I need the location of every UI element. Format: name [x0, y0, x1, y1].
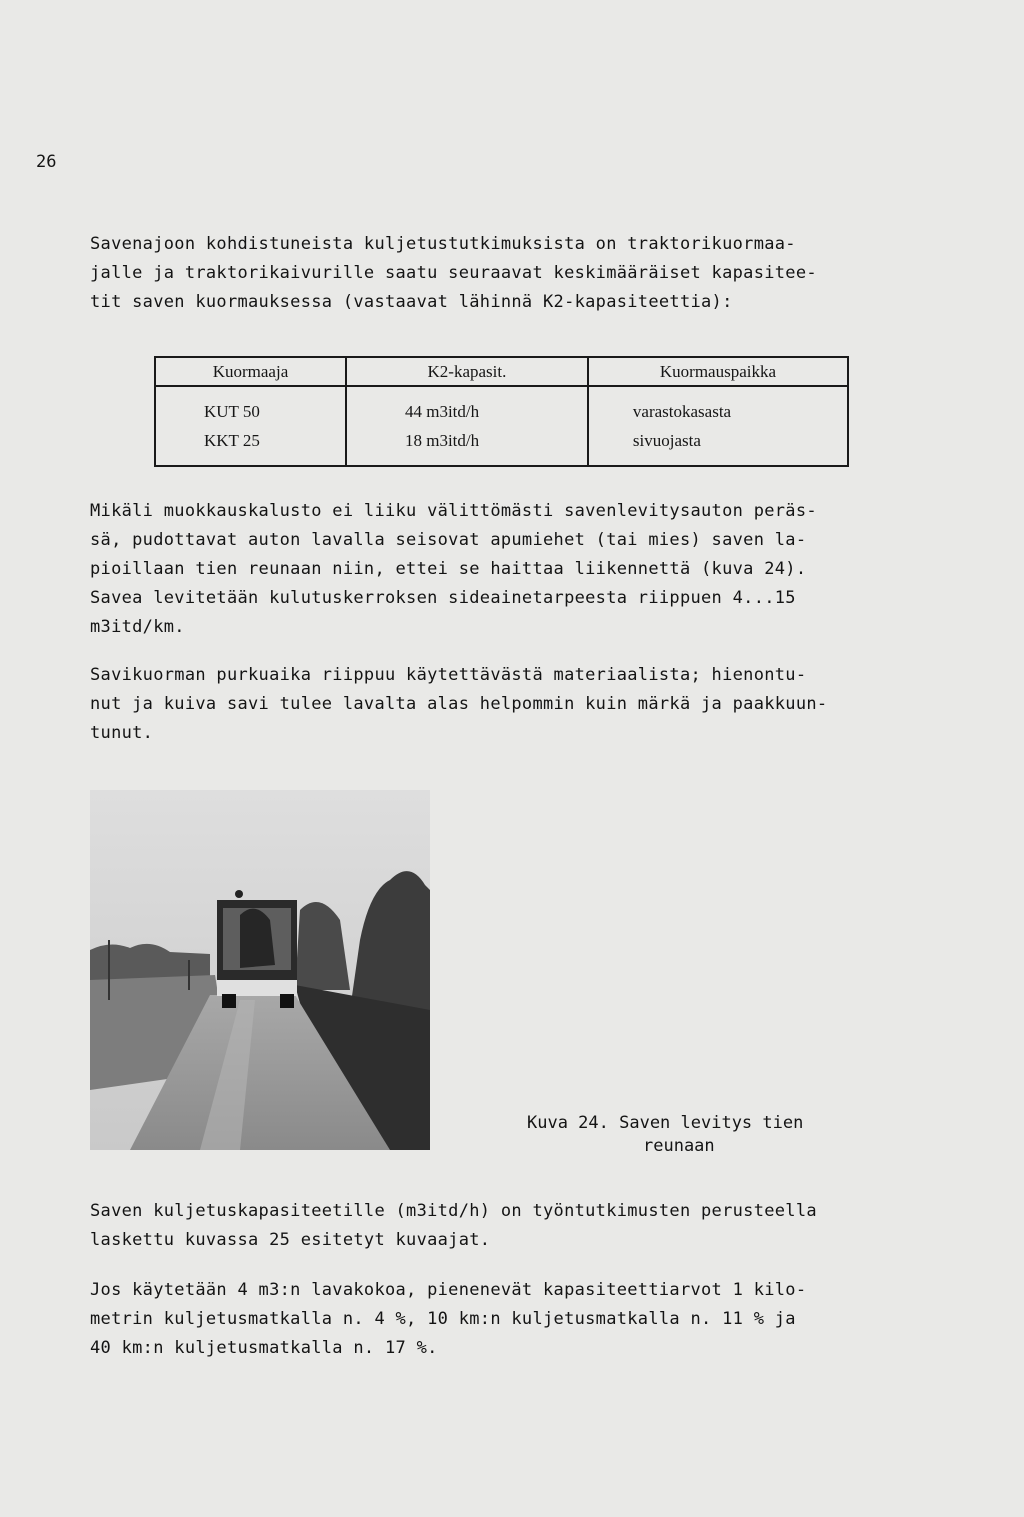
load-size-paragraph	[90, 1276, 806, 1363]
cell-value: 44 m3itd/h	[404, 402, 480, 421]
page-number: 26	[36, 152, 57, 172]
cell-value: varastokasasta	[632, 402, 732, 421]
caption-line: Kuva 24. Saven levitys tien	[527, 1113, 804, 1133]
table-cell-capacity	[346, 386, 588, 466]
cell-value: 18 m3itd/h	[404, 431, 480, 450]
unloading-paragraph	[90, 497, 817, 642]
text-line: laskettu kuvassa 25 esitetyt kuvaajat.	[90, 1230, 491, 1250]
text-line: Savikuorman purkuaika riippuu käytettävästä materiaalista; hienontu-	[90, 665, 807, 685]
text-line: jalle ja traktorikaivurille saatu seuraavat keskimääräiset kapasitee-	[90, 263, 817, 283]
capacity-curves-paragraph	[90, 1197, 817, 1255]
figure-caption	[527, 1112, 803, 1158]
table-cell-location	[588, 386, 848, 466]
cell-value: KUT 50	[204, 402, 260, 421]
photo-illustration	[90, 790, 430, 1150]
text-line: m3itd/km.	[90, 617, 185, 637]
cell-value: KKT 25	[204, 431, 260, 450]
cell-value: sivuojasta	[632, 431, 701, 450]
column-header: K2-kapasit.	[346, 357, 588, 386]
text-line: metrin kuljetusmatkalla n. 4 %, 10 km:n kuljetusmatkalla n. 11 % ja	[90, 1309, 796, 1329]
text-line: Savea levitetään kulutuskerroksen sideainetarpeesta riippuen 4...15	[90, 588, 796, 608]
text-line: 40 km:n kuljetusmatkalla n. 17 %.	[90, 1338, 438, 1358]
unload-time-paragraph	[90, 661, 827, 748]
column-header: Kuormaaja	[155, 357, 346, 386]
caption-line: reunaan	[643, 1136, 715, 1156]
intro-paragraph	[90, 230, 817, 317]
text-line: Saven kuljetuskapasiteetille (m3itd/h) on työntutkimusten perusteella	[90, 1201, 817, 1221]
text-line: pioillaan tien reunaan niin, ettei se haittaa liikennettä (kuva 24).	[90, 559, 807, 579]
capacity-table	[154, 356, 849, 467]
road-truck-photo	[90, 790, 430, 1150]
text-line: tit saven kuormauksessa (vastaavat lähinnä K2-kapasiteettia):	[90, 292, 733, 312]
text-line: tunut.	[90, 723, 154, 743]
table-row	[155, 386, 848, 466]
text-line: Jos käytetään 4 m3:n lavakokoa, pienenevät kapasiteettiarvot 1 kilo-	[90, 1280, 807, 1300]
text-line: Savenajoon kohdistuneista kuljetustutkimuksista on traktorikuormaa-	[90, 234, 796, 254]
table-cell-loader	[155, 386, 346, 466]
column-header: Kuormauspaikka	[588, 357, 848, 386]
text-line: sä, pudottavat auton lavalla seisovat apumiehet (tai mies) saven la-	[90, 530, 807, 550]
text-line: nut ja kuiva savi tulee lavalta alas helpommin kuin märkä ja paakkuun-	[90, 694, 828, 714]
text-line: Mikäli muokkauskalusto ei liiku välittömästi savenlevitysauton peräs-	[90, 501, 817, 521]
table-header-row	[155, 357, 848, 386]
